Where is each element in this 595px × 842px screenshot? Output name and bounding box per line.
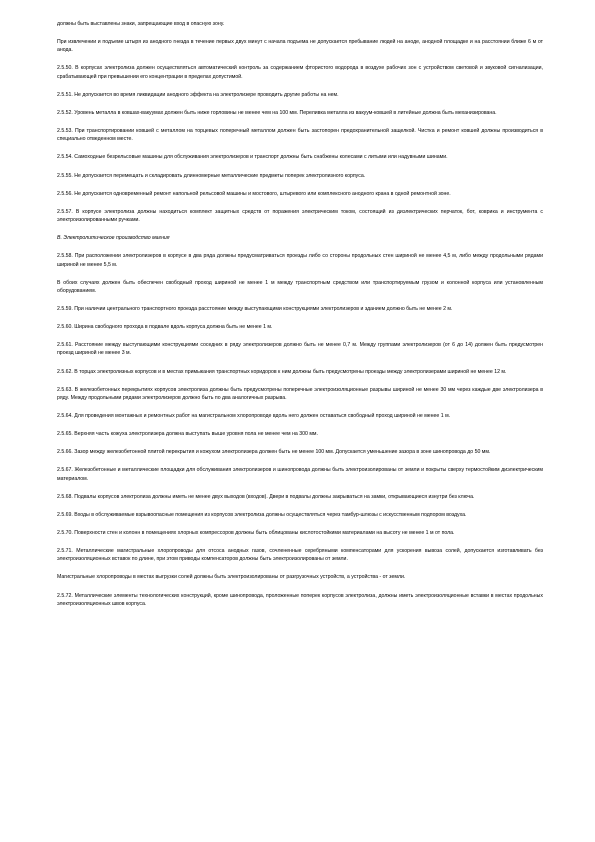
paragraph: 2.5.53. При транспортировании ковшей с металлом на торцевых поперечный металлом должен быть застопорен предохранительной защелкой. Чистка и ремонт ковшей должны производиться в специально отведенном месте. [57,128,543,143]
paragraph: 2.5.63. В железобетонных перекрытиях корпусов электролиза должны быть предусмотрены поперечные электроизоляционные разрывы шириной не менее 30 мм через каждые две электролизера в ряду. Между продольными рядами электролизеров должно быть по два аналогичных разрыва. [57,386,543,401]
paragraph: 2.5.70. Поверхности стен и колонн в помещениях хлорных компрессоров должны быть облицованы кислотостойкими материалами на высоту не менее 1 м от пола. [57,529,455,536]
paragraph: В обоих случаях должен быть обеспечен свободный проход шириной не менее 1 м между транспортным средством или транспортируемым грузом и колонной корпуса или установленным оборудованием. [57,279,543,294]
paragraph: 2.5.59. При наличии центрального транспортного проезда расстояние между выступающими конструкциями электролизеров и зданием должно быть не менее 2 м. [57,306,453,312]
paragraph: 2.5.62. В торцах электролизных корпусов и в местах примыкания транспортных коридоров к ним должны быть предусмотрены проезды между электролизерами шириной не менее 12 м. [57,368,507,375]
paragraph: 2.5.50. В корпусах электролиза должен осуществляться автоматический контроль за содержанием фтористого водорода в воздухе рабочих зон с устройством световой и звуковой сигнализации, срабатывающей при превышении его концентрации в пределах допустимой. [57,65,543,80]
paragraph: 2.5.72. Металлические элементы технологических конструкций, кроме шинопровода, проложенные поперек корпусов электролиза, должны иметь электроизоляционные вставки в местах продольных электроизоляционных швов корпуса. [57,592,543,607]
paragraph: 2.5.51. Не допускается во время ликвидации анодного эффекта на электролизере проводить другие работы на нем. [57,91,339,98]
paragraph: 2.5.71. Металлические магистральные хлоропроводы для отсоса анодных газов, сочлененные серебряными компенсаторами для ускорения вывоза солей, допускается изготавливать без электроизоляционных вставок по длине, при этом приводы компенсаторов должны быть электроизолированы от земли. [57,548,543,563]
paragraph: 2.5.69. Входы в обслуживаемые взрывоопасные помещения из корпусов электролиза должны осуществляться через тамбур-шлюзы с искусственным подпором воздуха. [57,511,467,518]
paragraph: 2.5.64. Для проведения монтажных и ремонтных работ на магистральном хлоропроводе вдоль него должен оставаться свободный проход шириной не менее 1 м. [57,413,451,420]
paragraph: 2.5.66. Зазор между железобетонной плитой перекрытия и кожухом электролизера должен быть не менее 100 мм. Допускается уменьшение зазора в зоне шинопровода до 50 мм. [57,449,491,456]
paragraph: 2.5.58. При расположении электролизеров в корпусе в два ряда должны предусматриваться проезды либо со стороны продольных стен шириной не менее 4,5 м, либо между продольными рядами шириной не менее 5,5 м. [57,253,543,268]
paragraph: 2.5.61. Расстояние между выступающими конструкциями соседних в ряду электролизеров должно быть не менее 0,7 м. Между группами электролизеров (от 6 до 14) должен быть предусмотрен проезд шириной не менее 3 м. [57,342,543,357]
paragraph: 2.5.60. Ширина свободного прохода в подвале вдоль корпуса должна быть не менее 1 м. [57,324,273,331]
paragraph: 2.5.55. Не допускается перемещать и складировать длинномерные металлические предметы поперек электролизного корпуса. [57,172,366,179]
paragraph: 2.5.52. Уровень металла в ковшах-вакуумах должен быть ниже горловины не менее чем на 100 мм. Переливка металла из вакуум-ковшей в литейные должна быть механизирована. [57,109,497,116]
paragraph: Магистральные хлоропроводы в местах выгрузки солей должны быть электроизолированы от разгрузочных устройств, а устройства - от земли. [57,574,406,581]
paragraph: 2.5.57. В корпусе электролиза должны находиться комплект защитных средств от поражения электрическим током, состоящий из диэлектрических перчаток, бот, коврика и инструмента с электроизолированными ручками. [57,208,543,224]
paragraph: 2.5.68. Подвалы корпусов электролиза должны иметь не менее двух выходов (входов). Двери в подвалы должны закрываться на замки, открывающиеся изнутри без ключа. [57,493,475,500]
paragraph: 2.5.67. Железобетонные и металлические площадки для обслуживания электролизеров и шинопровода должны быть электроизолированы от земли и покрыты сверху термостойким диэлектрическим материалом. [57,467,543,482]
paragraph: При извлечении и подъеме штыря из анодного гнезда в течение первых двух минут с начала подъема не допускается пребывание людей на аноде, анодной площадке и на расстоянии ближе 6 м от анода. [57,39,543,54]
paragraph: должны быть выставлены знаки, запрещающие вход в опасную зону. [57,21,225,27]
paragraph: 2.5.56. Не допускается одновременный ремонт напольной рельсовой машины и мостового, штыревого или комплексного анодного крана в одной ремонтной зоне. [57,190,451,197]
document-body [57,20,543,618]
section-heading: В. Электролитическое производство магния [57,235,170,242]
paragraph: 2.5.54. Самоходные безрельсовые машины для обслуживания электролизеров и транспорт должны быть снабжены колесами с литыми или надувными шинами. [57,154,448,161]
paragraph: 2.5.65. Верхняя часть кожуха электролизера должна выступать выше уровня пола не менее чем на 300 мм. [57,431,318,438]
